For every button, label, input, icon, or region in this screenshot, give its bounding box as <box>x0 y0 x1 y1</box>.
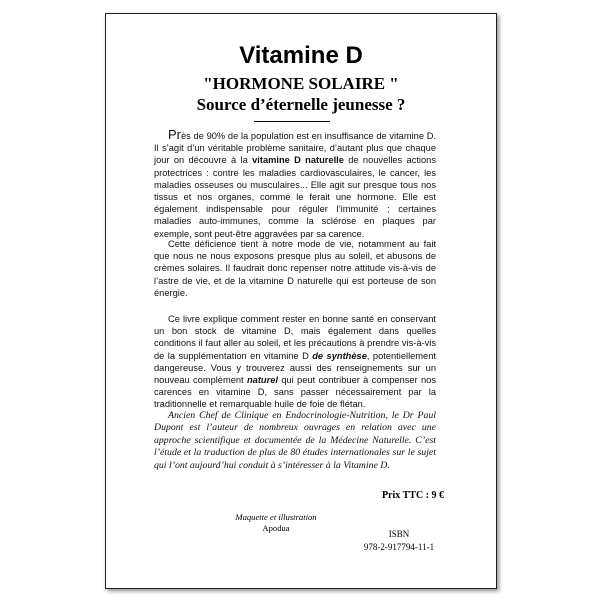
paragraph-dropcap: Pr <box>168 127 181 142</box>
book-subtitle-jeunesse: Source d’éternelle jeunesse ? <box>196 95 406 114</box>
paragraph-intro-text-2: de nouvelles actions protectrices : contre les maladies cardiovasculaires, le cancer, les maladies osseuses ou musculaires... Elle agit sur presque tous nos tissus et nos organes, comme le ferait une hormone. Elle est également indispensable pour réguler l’immunité ; certaines maladies auto-immunes, comme la sclérose en plaques par exemple, sont peut-être aggravées par sa carence. <box>154 155 436 239</box>
paragraph-intro-text-1: ès de 90% de la population est en insuffisance de vitamine D. Il s’agit d’un véritable problème sanitaire, d’autant plus que chaque jour on découvre à la <box>154 131 436 166</box>
book-subtitle-hormone: "HORMONE SOLAIRE " <box>203 74 399 93</box>
author-bio <box>154 410 436 472</box>
design-credit <box>216 512 336 534</box>
emphasis-naturel: naturel <box>246 375 278 386</box>
author-bio-text: Ancien Chef de Clinique en Endocrinologie-Nutrition, le Dr Paul Dupont est l’auteur de nombreux ouvrages en relation avec une approche scientifique et documentée de la Médecine Naturelle. C’est l’étude et la traduction de plus de 80 études internationales sur le sujet qui l’ont aujourd’hui conduit à s’intéresser à la Vitamine D. <box>154 410 436 471</box>
book-back-cover <box>105 13 497 589</box>
paragraph-book-text-1: Ce livre explique comment rester en bonne santé en conservant un bon stock de vitamine D, mais également dans quelles conditions il faut aller au soleil, et les précautions à prendre vis-à-vis de la supplémentation en vitamine D <box>154 314 436 361</box>
isbn-number: 978-2-917794-11-1 <box>363 542 435 552</box>
paragraph-book-text-2: , potentiellement dangereuse. Vous y trouverez aussi des renseignements sur un nouveau complément <box>154 350 436 386</box>
price-label: Prix TTC : 9 € <box>381 490 444 501</box>
emphasis-synthese: de synthèse <box>312 350 367 361</box>
paragraph-intro <box>154 129 436 240</box>
design-credit-label: Maquette et illustration <box>235 512 317 522</box>
paragraph-lifestyle-text: Cette déficience tient à notre mode de vie, notamment au fait que nous ne nous exposons presque plus au soleil, et abusons de crèmes solaires. Il faudrait donc repenser notre attitude vis-à-vis de l’astre de vie, et de la vitamine D naturelle qui est porteuse de son énergie. <box>154 239 436 298</box>
isbn-label: ISBN <box>388 529 410 539</box>
paragraph-lifestyle <box>154 238 436 299</box>
paragraph-intro-bold: vitamine D naturelle <box>252 155 344 166</box>
paragraph-book-content <box>154 313 436 411</box>
title-divider <box>254 121 330 122</box>
book-title: Vitamine D <box>239 42 363 69</box>
design-credit-name: Apodua <box>262 523 290 533</box>
paragraph-book-text-3: qui peut contribuer à compenser nos carences en vitamine D, sans passer nécessairement par la traditionnelle et remarquable huile de foie de flétan. <box>154 375 436 410</box>
isbn-block <box>344 528 454 554</box>
